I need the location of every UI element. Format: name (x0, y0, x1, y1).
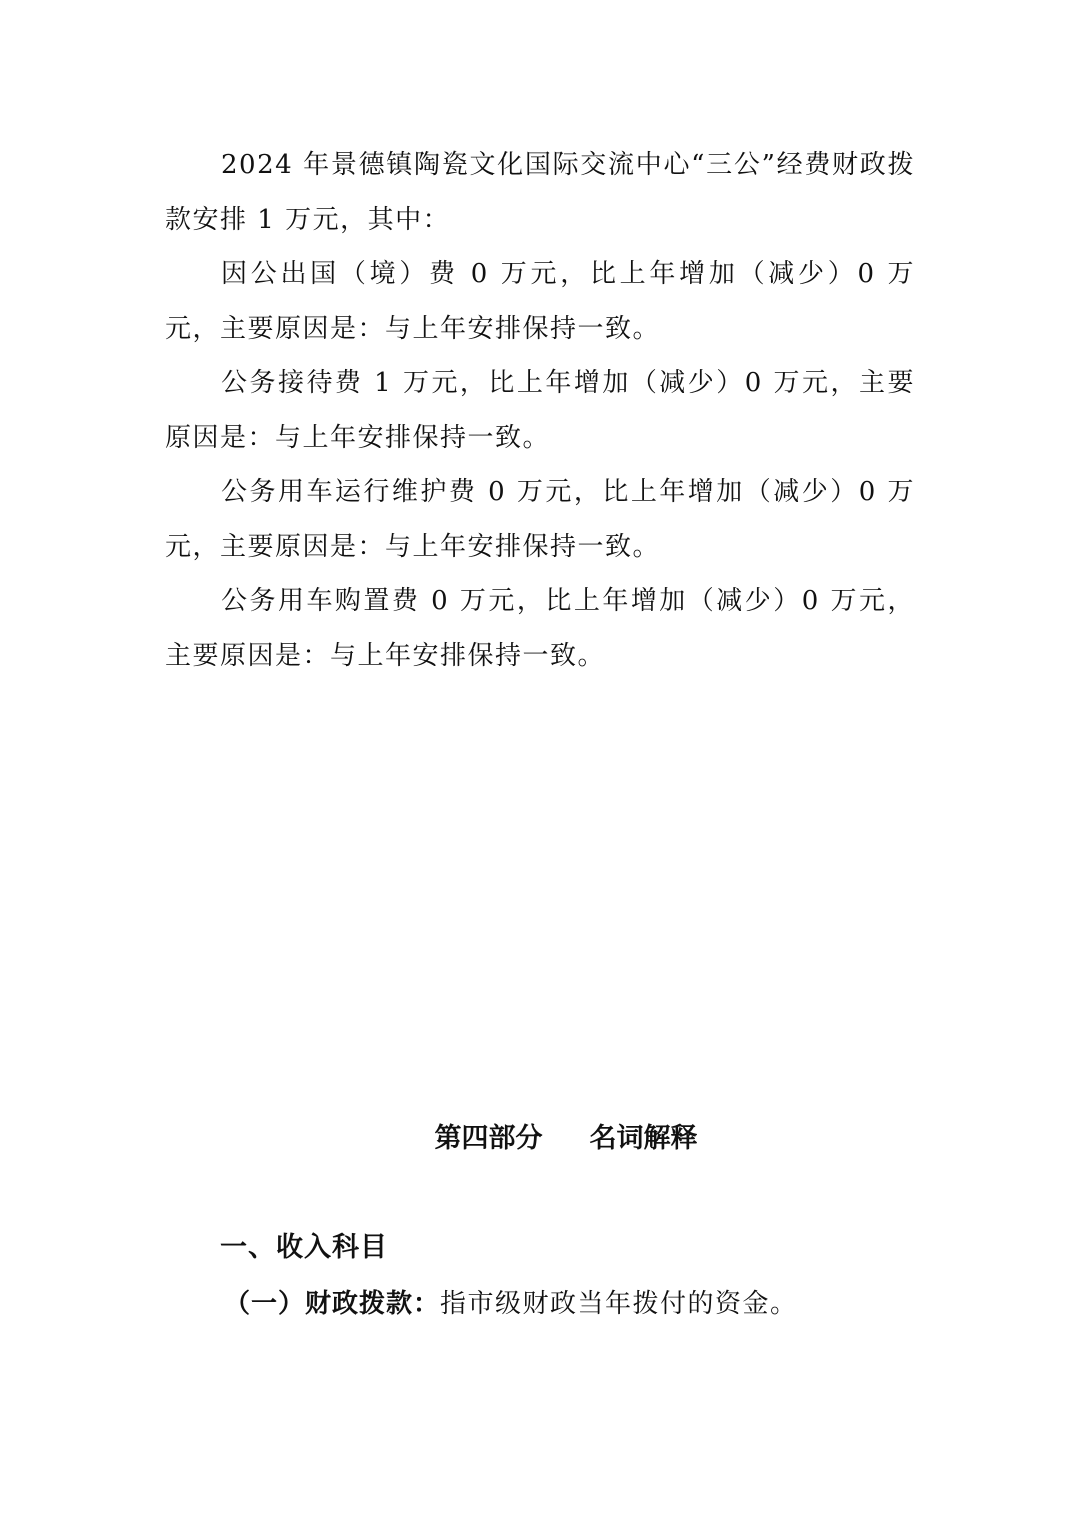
definition-text: 指市级财政当年拨付的资金。 (440, 1289, 798, 1319)
part-title: 第四部分 名词解释 (434, 1123, 698, 1154)
vehicle-operation-paragraph: 公务用车运行维护费 0 万元，比上年增加（减少）0 万元，主要原因是：与上年安排保持一致。 (165, 477, 915, 562)
summary-paragraph: 2024 年景德镇陶瓷文化国际交流中心“三公”经费财政拨款安排 1 万元，其中： (165, 150, 915, 235)
definition-term: （一）财政拨款： (224, 1289, 441, 1319)
definition-line (224, 1282, 798, 1326)
three-public-expenses-section (165, 138, 915, 683)
official-reception-paragraph: 公务接待费 1 万元，比上年增加（减少）0 万元，主要原因是：与上年安排保持一致。 (165, 368, 915, 453)
overseas-travel-paragraph: 因公出国（境）费 0 万元，比上年增加（减少）0 万元，主要原因是：与上年安排保持一致。 (165, 259, 915, 344)
section-heading: 一、收入科目 (220, 1232, 388, 1263)
vehicle-purchase-paragraph: 公务用车购置费 0 万元，比上年增加（减少）0 万元，主要原因是：与上年安排保持一致。 (165, 586, 915, 671)
